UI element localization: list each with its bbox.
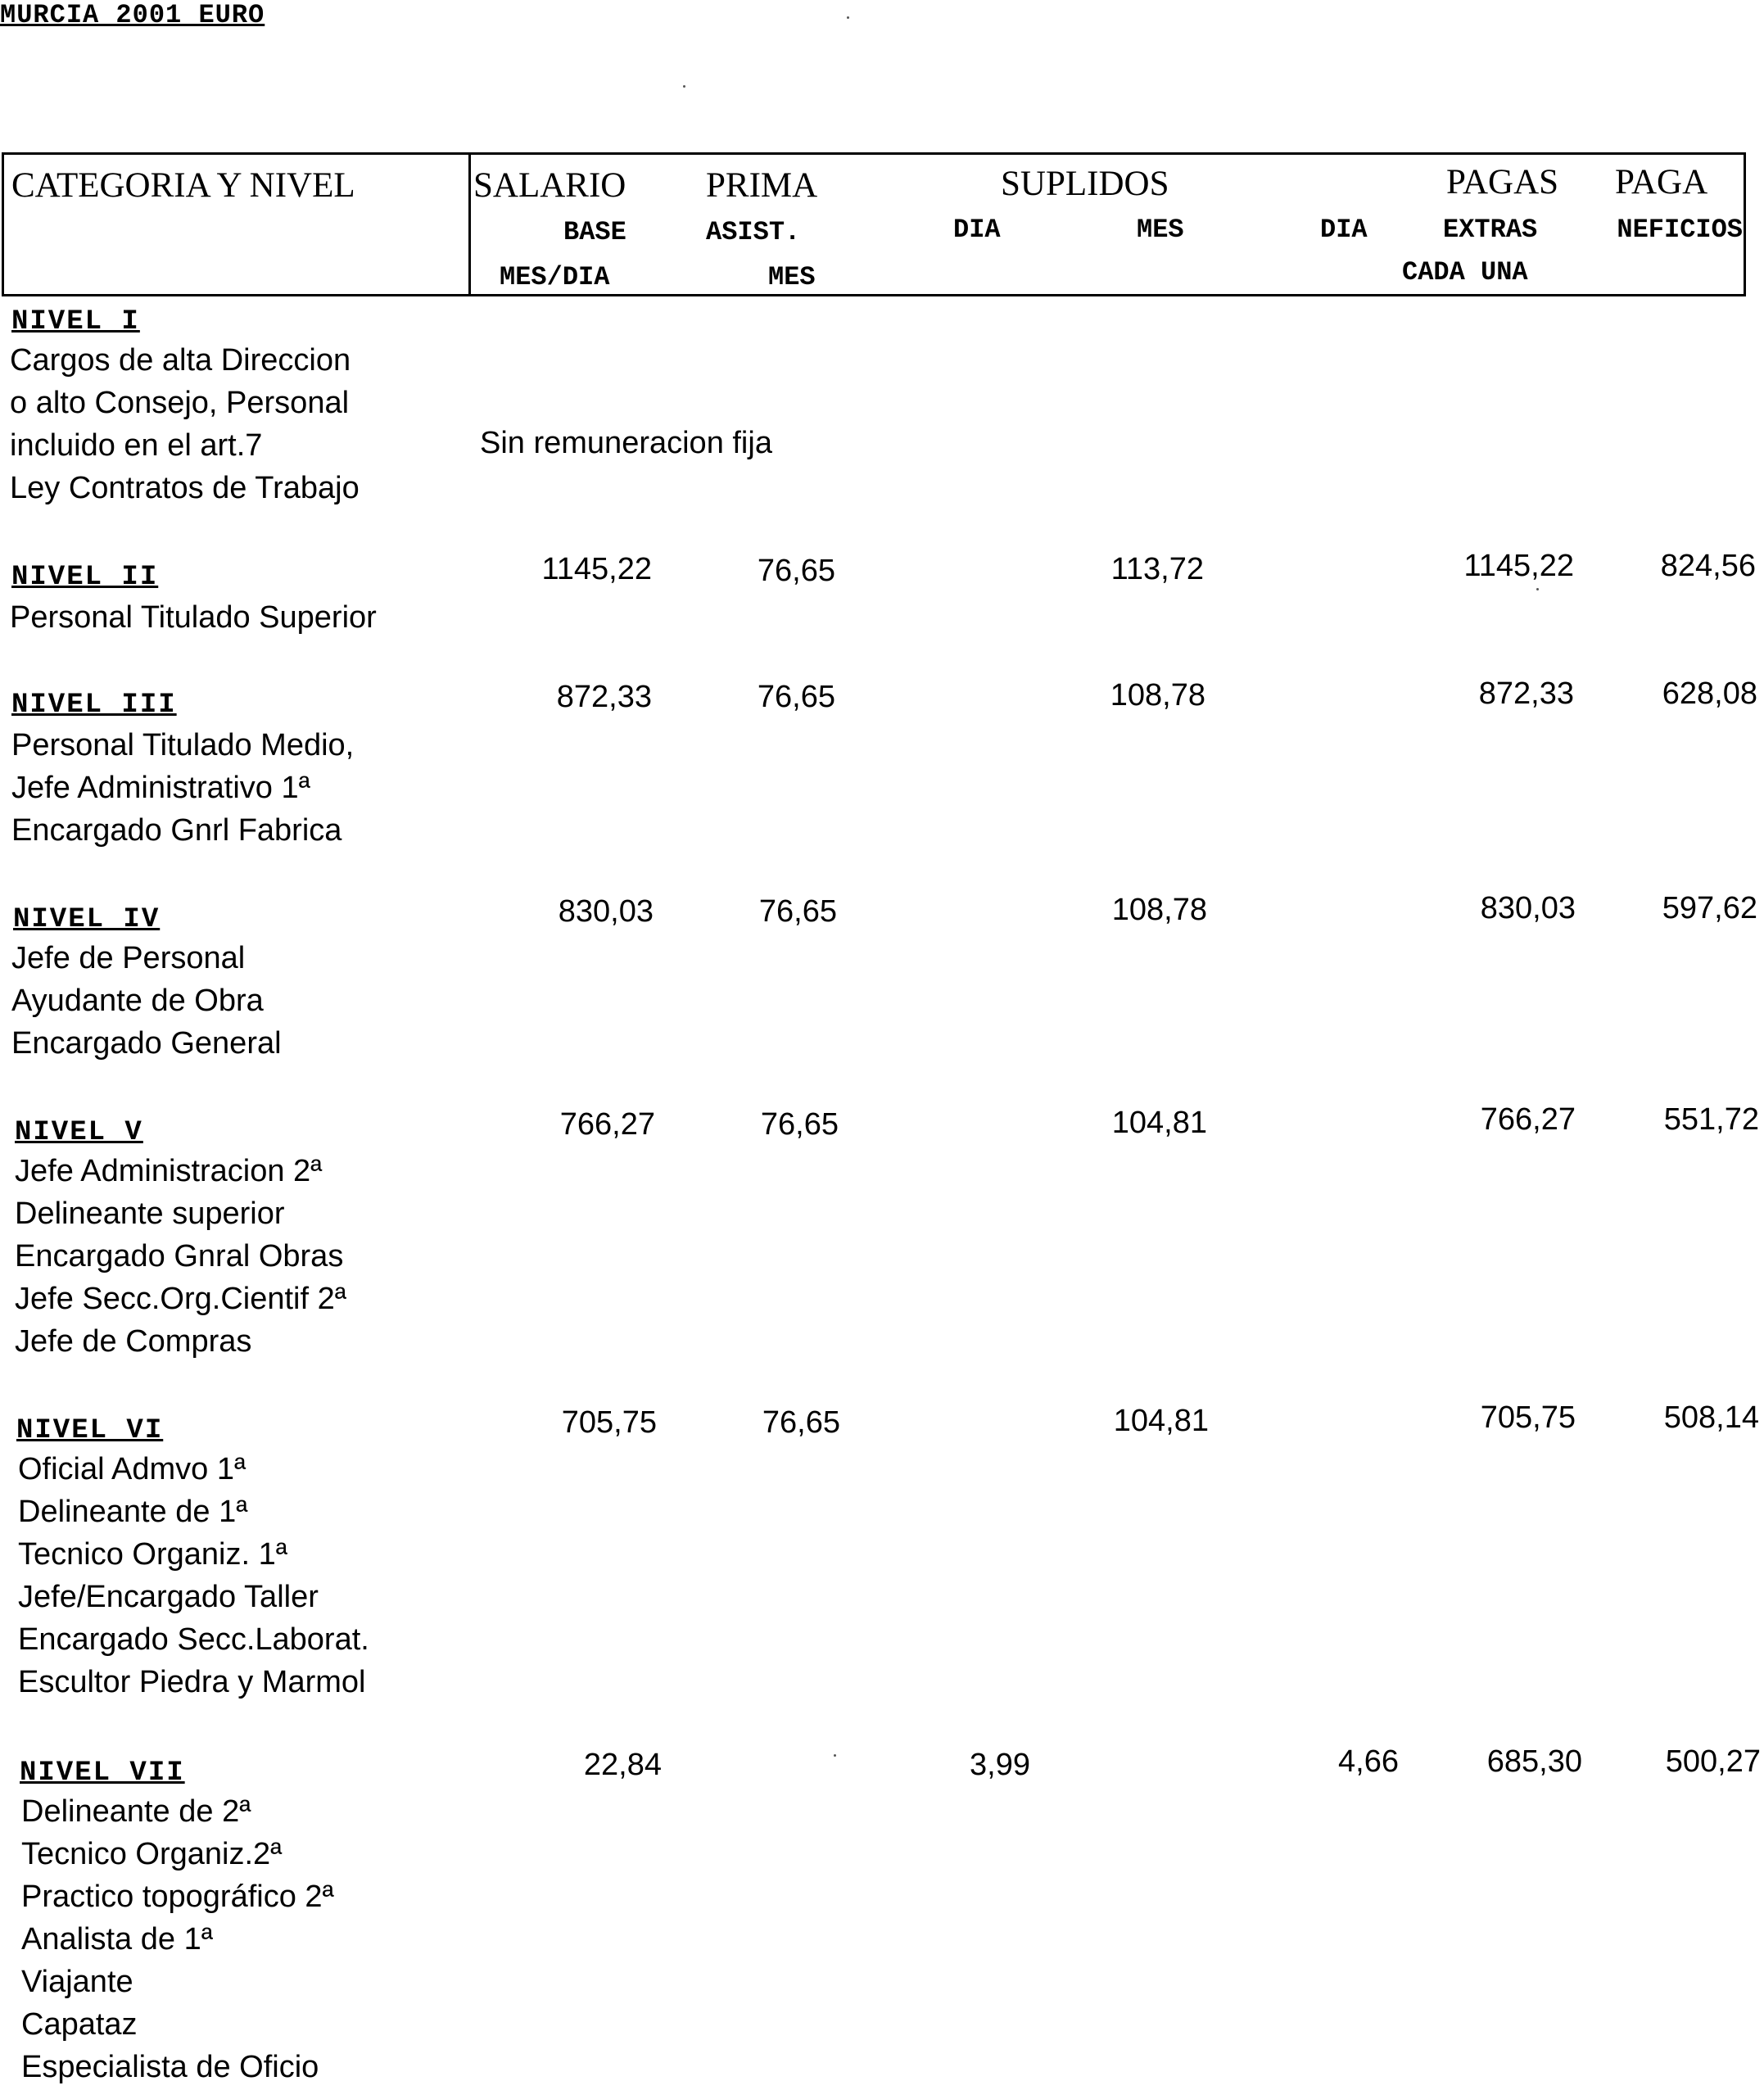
header-pagas: PAGAS <box>1446 163 1559 201</box>
pagas-value: 872,33 <box>1478 676 1574 711</box>
header-asist: ASIST. <box>706 217 801 247</box>
category-line: Practico topográfico 2ª <box>21 1880 334 1914</box>
nivel-label: NIVEL IV <box>13 904 161 935</box>
prima-value: 76,65 <box>760 1107 839 1142</box>
header-extras: EXTRAS <box>1443 215 1538 245</box>
scan-speck <box>1536 588 1539 590</box>
category-line: Jefe de Personal <box>11 941 246 975</box>
category-line: Encargado General <box>11 1026 282 1061</box>
header-paga: PAGA <box>1615 163 1708 201</box>
header-suplidos: SUPLIDOS <box>1001 165 1169 203</box>
header-prima-mes: MES <box>768 262 816 292</box>
salario-value: 1145,22 <box>541 552 652 586</box>
category-line: Tecnico Organiz. 1ª <box>18 1537 287 1572</box>
category-line: Ayudante de Obra <box>11 984 264 1018</box>
salario-value: 766,27 <box>559 1107 655 1142</box>
header-salario: SALARIO <box>473 166 626 205</box>
nivel-label: NIVEL I <box>11 306 140 337</box>
pagas-value: 705,75 <box>1480 1400 1576 1435</box>
suplidos-mes-value: 108,78 <box>1111 893 1207 927</box>
category-line: o alto Consejo, Personal <box>10 386 350 420</box>
category-line: Personal Titulado Superior <box>10 600 377 635</box>
header-sup-mes: MES <box>1137 215 1184 245</box>
category-list <box>21 1790 334 2088</box>
salario-value: 830,03 <box>558 894 654 929</box>
category-line: Oficial Admvo 1ª <box>18 1452 247 1486</box>
suplidos-dia-value: 3,99 <box>970 1748 1030 1782</box>
suplidos-mes-value: 104,81 <box>1111 1106 1207 1140</box>
category-line: Delineante superior <box>15 1197 285 1231</box>
category-line: Escultor Piedra y Marmol <box>18 1665 366 1699</box>
pagas-value: 1145,22 <box>1463 549 1574 583</box>
header-beneficios: NEFICIOS <box>1617 215 1743 245</box>
prima-value: 76,65 <box>757 554 835 588</box>
category-list <box>18 1448 369 1703</box>
nivel-label: NIVEL V <box>15 1117 143 1148</box>
prima-value: 76,65 <box>758 894 837 929</box>
header-cada-una: CADA UNA <box>1402 257 1528 287</box>
nivel-label: NIVEL II <box>11 562 159 593</box>
category-list <box>10 596 377 639</box>
pagas-value: 766,27 <box>1480 1102 1576 1137</box>
paga-beneficios-value: 597,62 <box>1662 891 1757 925</box>
category-list <box>10 339 360 509</box>
suplidos-mes-value: 113,72 <box>1110 552 1204 586</box>
category-list <box>11 937 282 1065</box>
category-line: Encargado Secc.Laborat. <box>18 1622 369 1657</box>
category-line: Jefe Administracion 2ª <box>15 1154 323 1188</box>
category-line: Jefe de Compras <box>15 1324 252 1359</box>
scan-speck <box>683 85 685 88</box>
category-line: Encargado Gnrl Fabrica <box>11 813 342 848</box>
paga-beneficios-value: 500,27 <box>1665 1744 1761 1779</box>
category-list <box>15 1150 346 1363</box>
salario-value: 705,75 <box>561 1405 657 1440</box>
paga-beneficios-value: 628,08 <box>1662 676 1757 711</box>
category-line: Encargado Gnral Obras <box>15 1239 344 1273</box>
category-line: Ley Contratos de Trabajo <box>10 471 360 505</box>
category-line: Tecnico Organiz.2ª <box>21 1837 283 1871</box>
header-categoria: CATEGORIA Y NIVEL <box>11 166 355 205</box>
remuneration-note: Sin remuneracion fija <box>480 426 772 460</box>
category-line: Jefe Secc.Org.Cientif 2ª <box>15 1282 346 1316</box>
paga-beneficios-value: 551,72 <box>1663 1102 1759 1137</box>
paga-beneficios-value: 508,14 <box>1663 1400 1759 1435</box>
salario-value: 872,33 <box>556 680 652 714</box>
category-line: Delineante de 2ª <box>21 1794 251 1829</box>
header-base: BASE <box>563 217 626 247</box>
pagas-value: 830,03 <box>1480 891 1576 925</box>
category-line: Jefe Administrativo 1ª <box>11 771 310 805</box>
scan-speck <box>834 1754 836 1757</box>
category-line: Cargos de alta Direccion <box>10 343 351 378</box>
nivel-label: NIVEL III <box>11 690 177 721</box>
prima-value: 76,65 <box>762 1405 840 1440</box>
header-sup-dia: DIA <box>953 215 1001 245</box>
salario-value: 22,84 <box>583 1748 662 1782</box>
header-dia2: DIA <box>1320 215 1368 245</box>
header-mes-dia: MES/DIA <box>500 262 610 292</box>
category-line: Especialista de Oficio <box>21 2050 319 2084</box>
category-line: Capataz <box>21 2007 138 2042</box>
nivel-label: NIVEL VII <box>20 1758 185 1789</box>
suplidos-mes-value: 104,81 <box>1113 1404 1209 1438</box>
prima-value: 76,65 <box>757 680 835 714</box>
category-line: Delineante de 1ª <box>18 1495 248 1529</box>
category-line: Viajante <box>21 1965 133 1999</box>
dia-value: 4,66 <box>1338 1744 1399 1779</box>
category-line: Personal Titulado Medio, <box>11 728 355 762</box>
header-divider <box>468 152 471 296</box>
header-prima: PRIMA <box>706 166 818 205</box>
nivel-label: NIVEL VI <box>16 1415 164 1446</box>
category-line: Analista de 1ª <box>21 1922 213 1957</box>
category-line: Jefe/Encargado Taller <box>18 1580 319 1614</box>
pagas-value: 685,30 <box>1486 1744 1582 1779</box>
category-list <box>11 724 354 852</box>
suplidos-mes-value: 108,78 <box>1110 678 1205 712</box>
document-title: MURCIA 2001 EURO <box>0 0 265 30</box>
scan-speck <box>847 16 849 19</box>
paga-beneficios-value: 824,56 <box>1660 549 1756 583</box>
category-line: incluido en el art.7 <box>10 428 263 463</box>
